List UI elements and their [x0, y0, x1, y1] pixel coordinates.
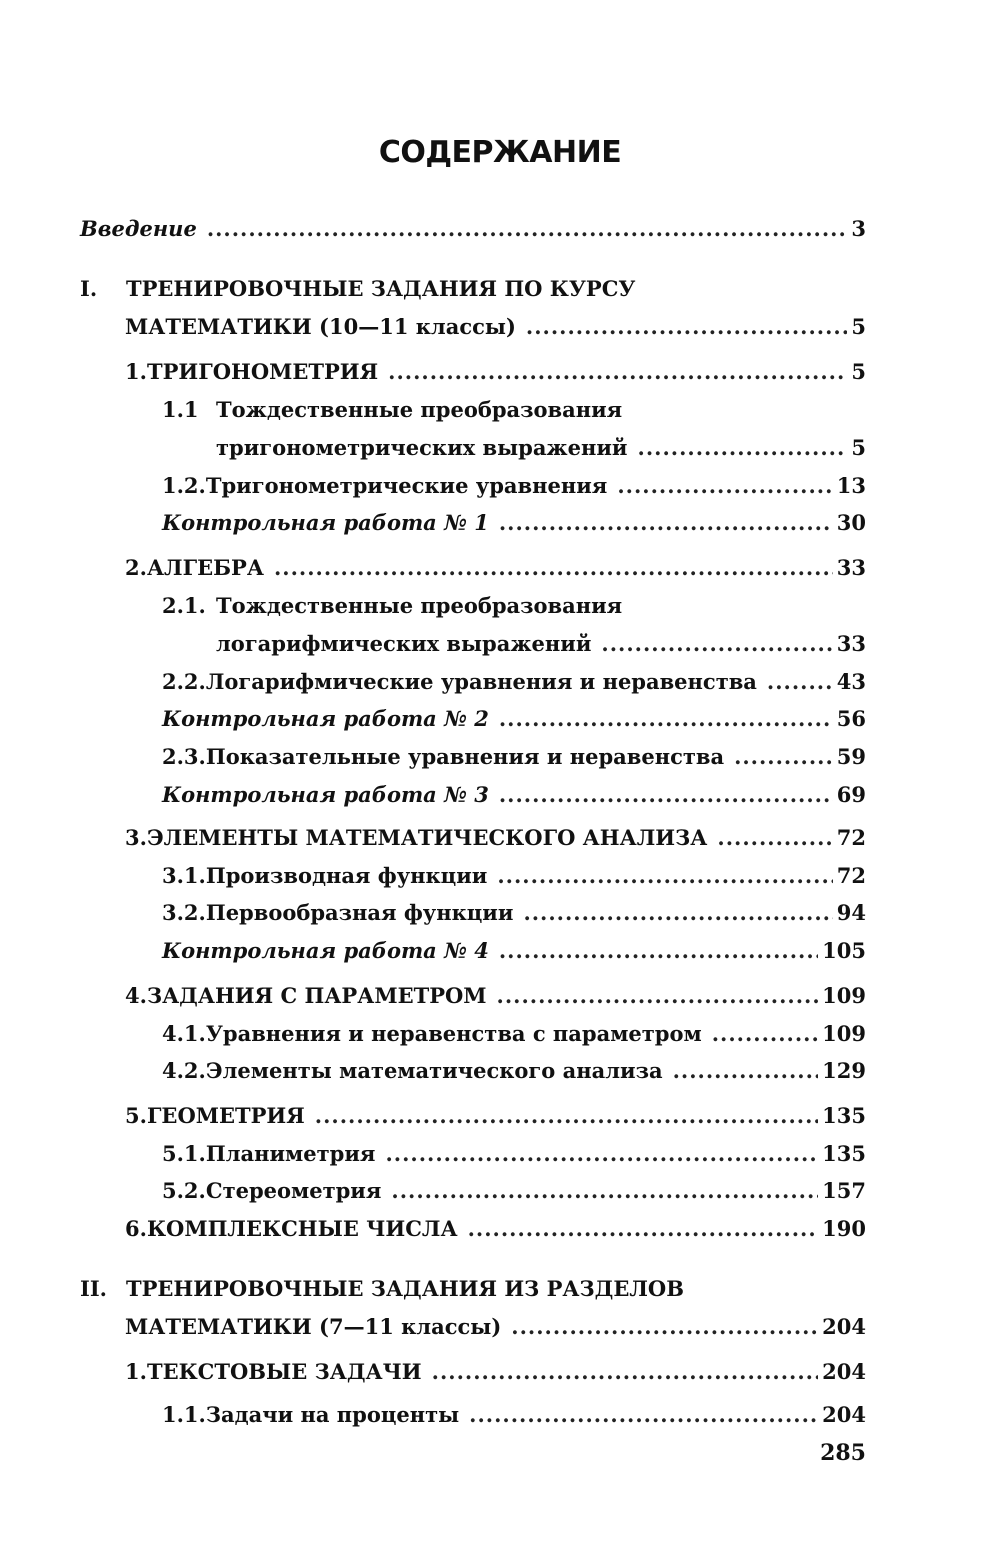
toc-entry-intro[interactable] [80, 216, 866, 246]
test-label: Контрольная работа № 4 [162, 938, 489, 963]
toc-entry-label: Введение [80, 216, 197, 241]
toc-page-number: 69 [836, 782, 866, 807]
dot-leader [388, 359, 847, 384]
subsection-number: 3.1. [162, 863, 206, 888]
subsection-number: 4.1. [162, 1021, 206, 1046]
toc-section[interactable] [125, 983, 866, 1013]
part-number: II. [80, 1276, 107, 1301]
part-title-line2: МАТЕМАТИКИ (10—11 классы) [125, 314, 516, 339]
toc-subsection[interactable] [162, 1402, 866, 1432]
toc-subsection[interactable] [162, 669, 866, 699]
dot-leader [497, 983, 819, 1008]
section-number: 3. [125, 825, 147, 850]
subsection-title: Логарифмические уравнения и неравенства [205, 669, 757, 694]
dot-leader [391, 1178, 818, 1203]
toc-test-entry[interactable] [162, 510, 866, 540]
toc-test-entry[interactable] [162, 938, 866, 968]
toc-part-2-title-cont[interactable] [125, 1314, 866, 1344]
toc-page-number: 204 [822, 1314, 866, 1339]
section-number: 6. [125, 1216, 147, 1241]
dot-leader [207, 216, 848, 241]
toc-subsection[interactable] [162, 1141, 866, 1171]
dot-leader [499, 938, 818, 963]
section-title: ГЕОМЕТРИЯ [146, 1103, 305, 1128]
toc-subsection[interactable] [162, 863, 866, 893]
toc-subsection[interactable] [162, 473, 866, 503]
section-number: 1. [125, 1359, 147, 1384]
toc-page-number: 135 [822, 1103, 866, 1128]
toc-page-number: 30 [836, 510, 866, 535]
test-label: Контрольная работа № 1 [162, 510, 489, 535]
dot-leader [526, 314, 847, 339]
toc-section[interactable] [125, 825, 866, 855]
toc-subsection-cont[interactable] [216, 631, 866, 661]
toc-subsection[interactable] [162, 744, 866, 774]
toc-page-number: 5 [851, 314, 866, 339]
toc-test-entry[interactable] [162, 706, 866, 736]
test-label: Контрольная работа № 3 [162, 782, 489, 807]
toc-page-number: 157 [822, 1178, 866, 1203]
toc-part-1-title[interactable] [80, 276, 866, 306]
dot-leader [432, 1359, 819, 1384]
toc-page-number: 56 [836, 706, 866, 731]
test-label: Контрольная работа № 2 [162, 706, 489, 731]
toc-page-number: 59 [836, 744, 866, 769]
part-number: I. [80, 276, 98, 301]
toc-subsection[interactable] [162, 397, 866, 427]
subsection-title: Производная функции [205, 863, 488, 888]
subsection-number: 2.3. [162, 744, 206, 769]
dot-leader [497, 863, 832, 888]
subsection-number: 1.1. [162, 1402, 206, 1427]
dot-leader [499, 510, 833, 535]
subsection-number: 4.2. [162, 1058, 206, 1083]
toc-page-number: 204 [822, 1359, 866, 1384]
section-title: АЛГЕБРА [146, 555, 264, 580]
section-title: КОМПЛЕКСНЫЕ ЧИСЛА [146, 1216, 458, 1241]
subsection-title: Первообразная функции [205, 900, 514, 925]
toc-section[interactable] [125, 1216, 866, 1246]
toc-subsection[interactable] [162, 593, 866, 623]
toc-subsection[interactable] [162, 1178, 866, 1208]
toc-page-number: 94 [836, 900, 866, 925]
part-title-line1: ТРЕНИРОВОЧНЫЕ ЗАДАНИЯ ИЗ РАЗДЕЛОВ [126, 1276, 684, 1301]
toc-subsection[interactable] [162, 1021, 866, 1051]
toc-page-number: 72 [836, 863, 866, 888]
section-title: ТРИГОНОМЕТРИЯ [146, 359, 379, 384]
section-number: 4. [125, 983, 147, 1008]
subsection-number: 1.1 [162, 397, 199, 422]
toc-page-number: 5 [851, 359, 866, 384]
toc-part-1-title-cont[interactable] [125, 314, 866, 344]
subsection-number: 1.2. [162, 473, 206, 498]
dot-leader [315, 1103, 818, 1128]
toc-page-number: 109 [822, 1021, 866, 1046]
subsection-title: Стереометрия [205, 1178, 382, 1203]
toc-section[interactable] [125, 359, 866, 389]
toc-page-number: 109 [822, 983, 866, 1008]
toc-page-number: 190 [822, 1216, 866, 1241]
dot-leader [638, 435, 848, 460]
toc-section[interactable] [125, 555, 866, 585]
subsection-title: Тригонометрические уравнения [205, 473, 608, 498]
dot-leader [274, 555, 833, 580]
subsection-title: Уравнения и неравенства с параметром [205, 1021, 702, 1046]
toc-page-number: 43 [836, 669, 866, 694]
toc-part-2-title[interactable] [80, 1276, 866, 1306]
dot-leader [617, 473, 832, 498]
subsection-title: Задачи на проценты [205, 1402, 460, 1427]
toc-page-number: 204 [822, 1402, 866, 1427]
section-title: ЭЛЕМЕНТЫ МАТЕМАТИЧЕСКОГО АНАЛИЗА [146, 825, 708, 850]
dot-leader [469, 1402, 818, 1427]
subsection-title: Элементы математического анализа [205, 1058, 663, 1083]
toc-page-number: 5 [851, 435, 866, 460]
subsection-number: 2.1. [162, 593, 206, 618]
toc-page-number: 135 [822, 1141, 866, 1166]
dot-leader [767, 669, 833, 694]
section-number: 1. [125, 359, 147, 384]
subsection-number: 5.1. [162, 1141, 206, 1166]
part-title-line2: МАТЕМАТИКИ (7—11 классы) [125, 1314, 502, 1339]
toc-test-entry[interactable] [162, 782, 866, 812]
dot-leader [499, 706, 833, 731]
page-number: 285 [820, 1440, 866, 1466]
section-title: ЗАДАНИЯ С ПАРАМЕТРОМ [146, 983, 487, 1008]
dot-leader [523, 900, 832, 925]
dot-leader [673, 1058, 819, 1083]
toc-page-number: 13 [836, 473, 866, 498]
section-number: 5. [125, 1103, 147, 1128]
subsection-title: Показательные уравнения и неравенства [205, 744, 725, 769]
subsection-number: 3.2. [162, 900, 206, 925]
subsection-number: 5.2. [162, 1178, 206, 1203]
dot-leader [734, 744, 833, 769]
subsection-title-line2: логарифмических выражений [216, 631, 592, 656]
dot-leader [385, 1141, 818, 1166]
subsection-title: Тождественные преобразования [216, 397, 623, 422]
dot-leader [717, 825, 832, 850]
part-title-line1: ТРЕНИРОВОЧНЫЕ ЗАДАНИЯ ПО КУРСУ [126, 276, 636, 301]
section-title: ТЕКСТОВЫЕ ЗАДАЧИ [146, 1359, 422, 1384]
section-number: 2. [125, 555, 147, 580]
page-title: СОДЕРЖАНИЕ [378, 135, 622, 170]
toc-section[interactable] [125, 1103, 866, 1133]
toc-subsection[interactable] [162, 1058, 866, 1088]
toc-page-number: 33 [836, 555, 866, 580]
toc-page-number: 72 [836, 825, 866, 850]
dot-leader [712, 1021, 818, 1046]
toc-page-number: 33 [836, 631, 866, 656]
toc-subsection-cont[interactable] [216, 435, 866, 465]
toc-subsection[interactable] [162, 900, 866, 930]
dot-leader [511, 1314, 818, 1339]
toc-page-number: 105 [822, 938, 866, 963]
toc-page-number: 3 [851, 216, 866, 241]
dot-leader [468, 1216, 819, 1241]
toc-section[interactable] [125, 1359, 866, 1389]
subsection-title-line2: тригонометрических выражений [216, 435, 628, 460]
subsection-title: Тождественные преобразования [216, 593, 623, 618]
subsection-number: 2.2. [162, 669, 206, 694]
toc-page-number: 129 [822, 1058, 866, 1083]
dot-leader [499, 782, 833, 807]
subsection-title: Планиметрия [205, 1141, 376, 1166]
dot-leader [601, 631, 832, 656]
